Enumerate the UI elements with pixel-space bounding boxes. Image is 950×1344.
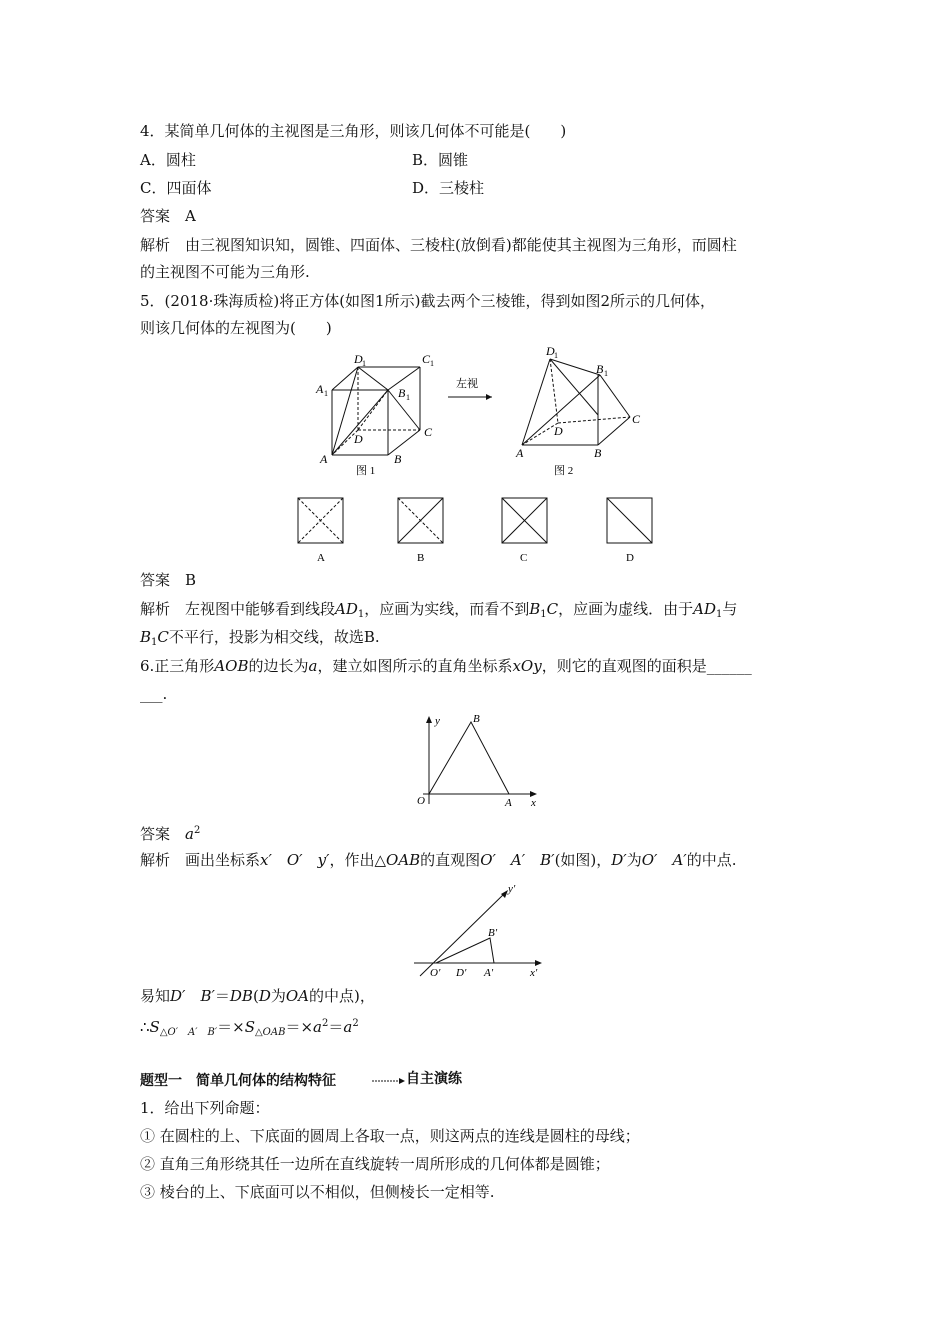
q6-analysis-line1: 解析 画出坐标系x′ O′ y′，作出△OAB的直观图O′ A′ B′(如图)，D′为O′ A′的中点. (140, 851, 737, 869)
label-b-prime: B′ (488, 927, 498, 939)
q5-cube-figures (310, 345, 650, 480)
q6-stem-line1: 6.正三角形AOB的边长为a，建立如图所示的直角坐标系xOy，则它的直观图的面积是______ (140, 657, 752, 675)
label-o: O (417, 795, 425, 807)
q6-intuitive-figure (410, 880, 550, 980)
section-q1: 1．给出下列命题： (140, 1099, 270, 1117)
q4-option-c: C．四面体 (140, 179, 212, 197)
side-view-arrow-label: 左视 (456, 378, 478, 390)
q6-answer: 答案 $a^2$ (140, 825, 201, 843)
y-arrow-icon (426, 716, 432, 723)
fig2-label-b1-sub: 1 (604, 369, 608, 378)
fig2-label-d: D (554, 424, 563, 438)
label-o-prime: O′ (430, 967, 441, 979)
q5-answer: 答案 B (140, 571, 197, 589)
x-prime-arrow-icon (535, 960, 542, 966)
label-b: B (473, 713, 480, 725)
choice-a-label: A (317, 552, 325, 564)
q5-analysis-line2: $B_1C$不平行，投影为相交线，故选B. (140, 628, 380, 648)
choice-b-square (398, 498, 443, 543)
arrow-head-icon (486, 394, 492, 400)
label-d1-sub: 1 (362, 359, 366, 368)
label-d: D (354, 432, 363, 446)
label-a: A (320, 452, 328, 466)
q4-option-a: A．圆柱 (140, 151, 196, 169)
label-a-prime: A′ (484, 967, 494, 979)
figure-1-cube (332, 367, 420, 455)
fig2-label-d1-sub: 1 (554, 351, 558, 360)
q4-option-d: D．三棱柱 (412, 179, 485, 197)
label-a1: A (316, 382, 324, 396)
choice-a-square (298, 498, 343, 543)
q6-analysis-line4: $\therefore S_{\triangle O' A' B'}=\times S_{\triangle OAB}=\times a^2=a^2$ (140, 1018, 359, 1038)
q5-analysis-line1: 解析 左视图中能够看到线段$AD_1$，应画为实线，而看不到$B_1C$，应画为虚线．由于$AD_1$与 (140, 600, 738, 620)
q6-analysis-line3: 易知D′ B′＝DB(D为OA的中点)， (140, 987, 375, 1005)
label-b1-sub: 1 (406, 393, 410, 402)
label-b: B (394, 452, 402, 466)
section-arrow-icon (372, 1072, 408, 1088)
triangle-aob (429, 722, 509, 794)
label-d1: D (354, 352, 363, 366)
q5-stem-line1: 5．(2018·珠海质检)将正方体(如图1所示)截去两个三棱锥，得到如图2所示的几何体， (140, 292, 715, 310)
label-c: C (424, 425, 433, 439)
fig2-label-d1: D (546, 345, 555, 358)
section-title: 题型一 简单几何体的结构特征 (140, 1073, 336, 1089)
choice-b-label: B (417, 552, 425, 564)
label-y: y (435, 715, 440, 727)
q5-stem-line2: 则该几何体的左视图为( ) (140, 319, 332, 337)
label-d-prime: D′ (456, 967, 467, 979)
fig2-label-b1: B (596, 362, 604, 376)
label-y-prime: y′ (508, 883, 516, 895)
q4-analysis-line2: 的主视图不可能为三角形. (140, 263, 310, 281)
q4-stem: 4．某简单几何体的主视图是三角形，则该几何体不可能是( ) (140, 122, 567, 140)
fig2-label-c: C (632, 412, 641, 426)
fig2-label-a: A (516, 446, 524, 460)
figure-1-caption: 图 1 (356, 465, 376, 477)
q5-answer-choices (290, 495, 670, 567)
intuitive-triangle (436, 938, 494, 963)
section-tag: 自主演练 (406, 1071, 462, 1087)
q6-triangle-figure (405, 712, 545, 812)
choice-c-square (502, 498, 547, 543)
label-x: x (531, 797, 536, 809)
q4-answer: 答案 A (140, 207, 196, 225)
label-a: A (505, 797, 512, 809)
figure-2-caption: 图 2 (554, 465, 574, 477)
label-x-prime: x′ (530, 967, 538, 979)
choice-d-label: D (626, 552, 634, 564)
choice-d-square (607, 498, 652, 543)
label-c1-sub: 1 (430, 359, 434, 368)
choice-c-label: C (520, 552, 528, 564)
figure-2-solid (522, 359, 630, 445)
q4-option-b: B．圆锥 (412, 151, 469, 169)
label-b1: B (398, 386, 406, 400)
section-item-2: ② 直角三角形绕其任一边所在直线旋转一周所形成的几何体都是圆锥； (140, 1155, 610, 1173)
label-c1: C (422, 352, 431, 366)
section-item-3: ③ 棱台的上、下底面可以不相似，但侧棱长一定相等. (140, 1183, 495, 1201)
y-prime-arrow-icon (501, 890, 508, 898)
q6-stem-line2: ___. (140, 685, 168, 703)
label-a1-sub: 1 (324, 389, 328, 398)
fig2-label-b: B (594, 446, 602, 460)
q4-analysis-line1: 解析 由三视图知识知，圆锥、四面体、三棱柱(放倒看)都能使其主视图为三角形，而圆柱 (140, 236, 737, 254)
section-item-1: ① 在圆柱的上、下底面的圆周上各取一点，则这两点的连线是圆柱的母线； (140, 1127, 640, 1145)
